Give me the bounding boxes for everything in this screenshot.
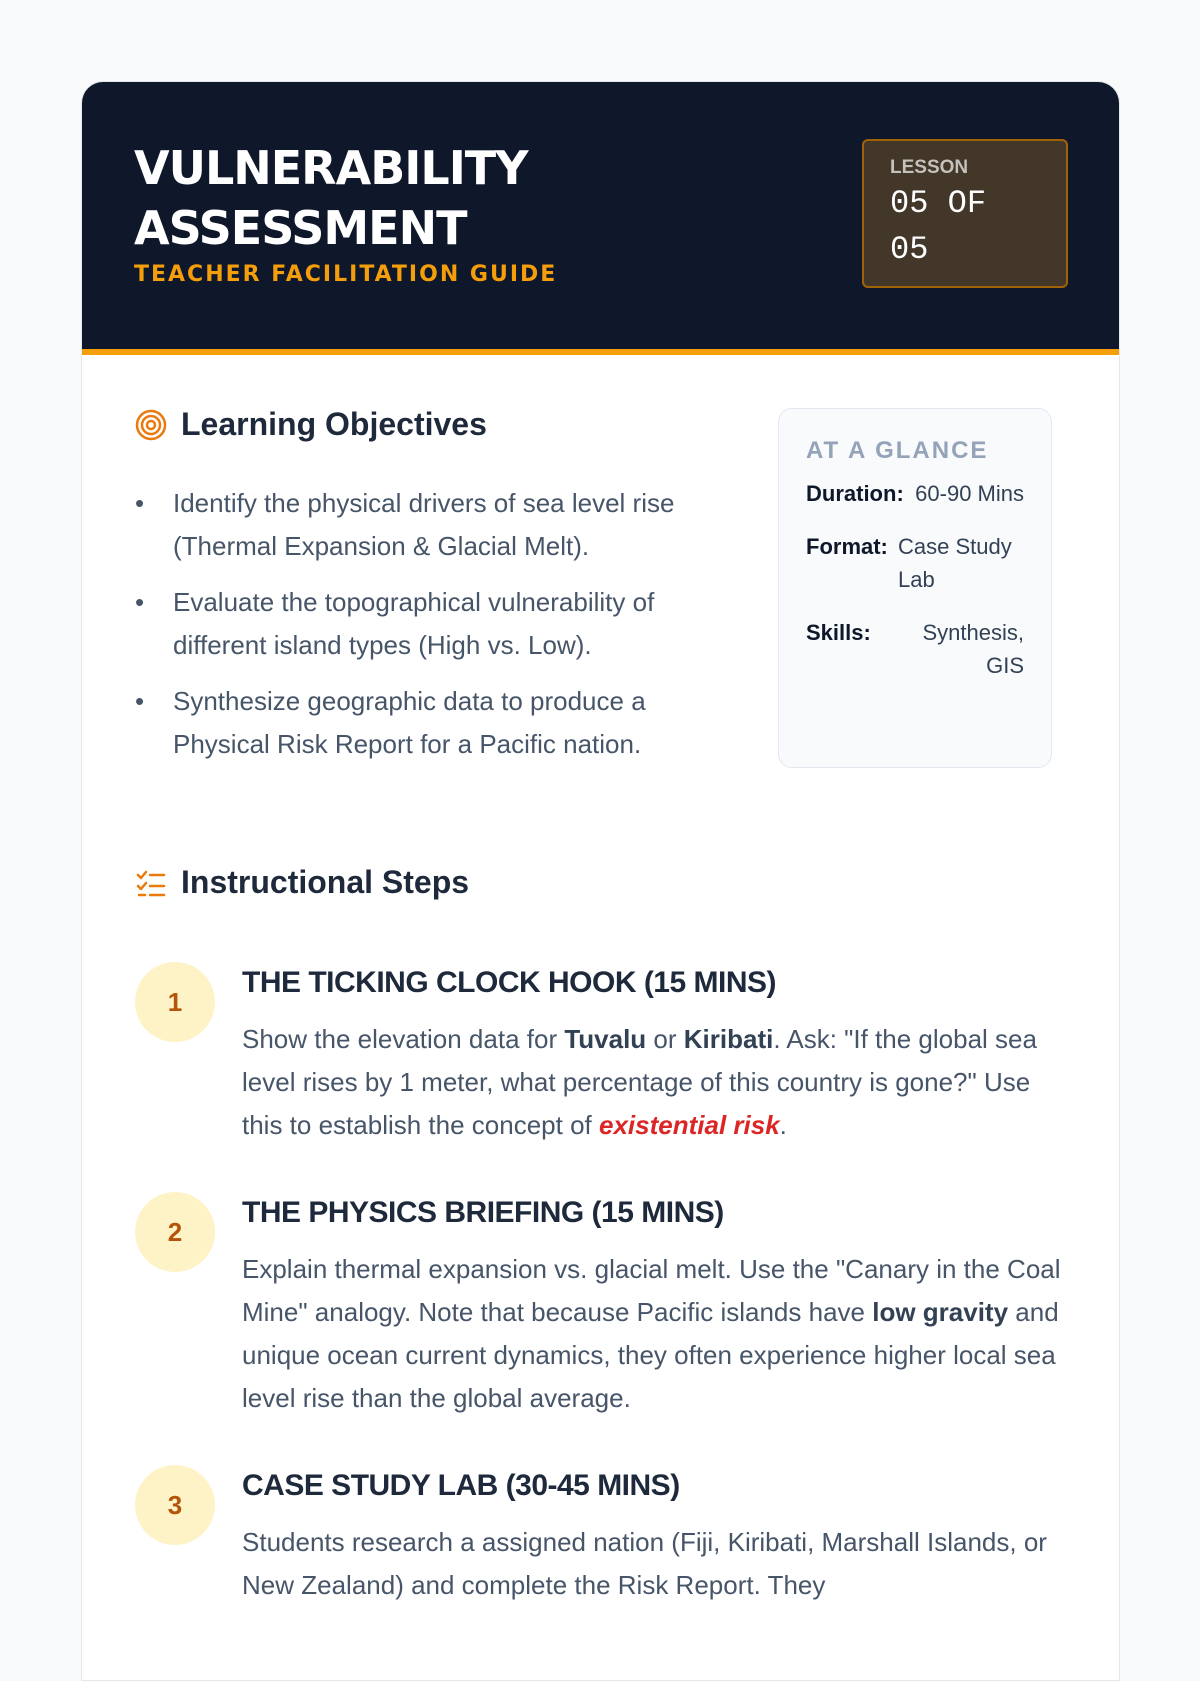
step-title: THE PHYSICS BRIEFING (15 MINS) [242,1196,724,1229]
lesson-label: LESSON [890,157,969,178]
step-text: Students research a assigned nation (Fiji, Kiribati, Marshall Islands, or New Zealand) and complete the Risk Report. They [242,1527,1047,1600]
step-number-badge: 3 [135,1465,215,1545]
step-emphasis: Tuvalu [564,1024,647,1054]
objective-item: • Identify the physical drivers of sea level rise (Thermal Expansion & Glacial Melt). [135,482,735,568]
step-title: CASE STUDY LAB (30-45 MINS) [242,1469,680,1502]
glance-row-duration [806,477,1024,510]
step-number-badge: 2 [135,1192,215,1272]
page-subtitle: TEACHER FACILITATION GUIDE [134,262,558,287]
objectives-title: Learning Objectives [181,406,487,442]
step-emphasis: Kiribati [683,1024,774,1054]
page-title: VULNERABILITY ASSESSMENT [134,141,528,255]
objectives-heading [135,406,487,443]
step-text: Explain thermal expansion vs. glacial melt. Use the "Canary in the Coal Mine" analogy. Note that because Pacific islands have [242,1254,1061,1327]
step-description [242,1018,1062,1147]
glance-value: Synthesis, GIS [922,620,1024,678]
guide-card [81,81,1120,1681]
step-text: Show the elevation data for [242,1024,565,1054]
glance-key: Format: [806,534,888,559]
step-text: or [646,1024,684,1054]
steps-title: Instructional Steps [181,864,470,900]
step-text: . Ask: "If the global sea level rises by 1 meter, what percentage of this country is gone?" Use this to establish the concept of [242,1024,1037,1140]
step-text: and unique ocean current dynamics, they often experience higher local sea level rise than the global average. [242,1297,1059,1413]
objective-item: • Evaluate the topographical vulnerability of different island types (High vs. Low). [135,581,735,667]
checklist-icon [135,867,167,899]
steps-heading [135,864,469,901]
lesson-counter: 05 OF 05 [890,185,987,268]
glance-key: Skills: [806,620,871,645]
glance-row-skills [806,616,1024,682]
header-banner [82,82,1119,355]
glance-key: Duration: [806,481,904,506]
step-text: . [779,1110,787,1140]
step-title: THE TICKING CLOCK HOOK (15 MINS) [242,966,777,999]
objective-item: • Synthesize geographic data to produce a Physical Risk Report for a Pacific nation. [135,680,735,766]
glance-title: AT A GLANCE [806,437,989,464]
step-emphasis: low gravity [872,1297,1009,1327]
glance-value: Case Study Lab [898,534,1012,592]
step-description [242,1248,1062,1420]
glance-row-format [806,530,1024,596]
existential-risk-highlight: existential risk [599,1110,780,1140]
at-a-glance-panel [778,408,1052,768]
glance-value: 60-90 Mins [915,481,1024,506]
step-description [242,1521,1062,1607]
lesson-badge [862,139,1068,288]
step-number-badge: 1 [135,962,215,1042]
objectives-list [135,482,735,779]
target-icon [135,409,167,441]
